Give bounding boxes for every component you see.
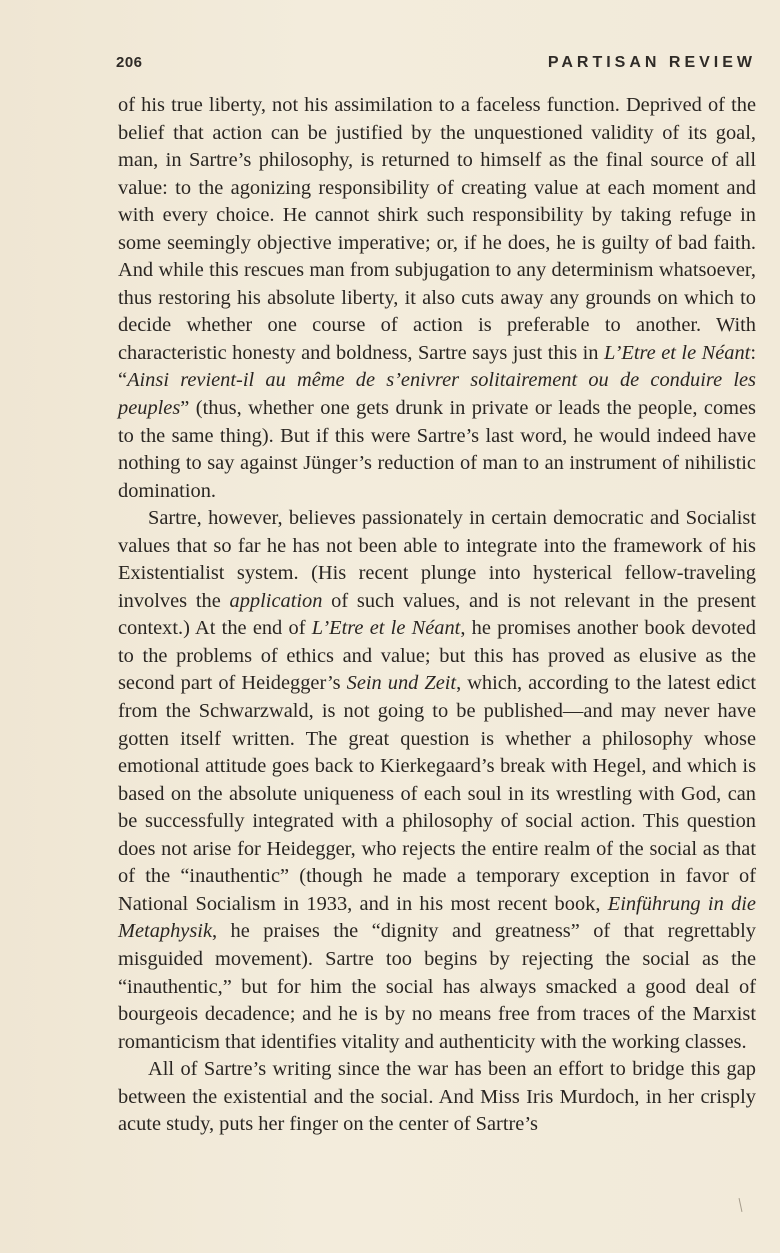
book-title-italic: Sein und Zeit bbox=[346, 672, 457, 695]
body-text bbox=[118, 92, 756, 1139]
text-run: All of Sartre’s writing since the war has been an effort to bridge this gap between the existential and the social. And Miss Iris Murdoch, in her crisply acute study, puts her finger on the center of Sartre’s bbox=[118, 1058, 756, 1136]
text-run: , he praises the “dignity and greatness” of that regrettably misguided movement). Sartre too begins by rejecting the social as the “inauthentic,” but for him the social has always smacked a good deal of bourgeois decadence; and he is by no means free from traces of the Marxist romanticism that identifies vitality and authenticity with the working classes. bbox=[118, 920, 756, 1053]
book-title-italic: Einführung in die Metaphysik bbox=[118, 892, 756, 943]
journal-title: PARTISAN REVIEW bbox=[547, 54, 756, 71]
page-number: 206 bbox=[116, 54, 143, 71]
running-head bbox=[116, 54, 756, 76]
text-run: of his true liberty, not his assimilation to a faceless function. Deprived of the belief that action can be justified by the unquestioned validity of its goal, man, in Sartre’s philosophy, is returned to himself as the final source of all value: to the agonizing responsibility of creating value at each moment and with every choice. He cannot shirk such responsibility by taking refuge in some seemingly objective imperative; or, if he does, he is guilty of bad faith. And while this rescues man from subjugation to any determinism whatsoever, thus restoring his absolute liberty, it also cuts away any grounds on which to decide whether one course of action is preferable to another. With characteristic honesty and boldness, Sartre says just this in bbox=[118, 94, 756, 364]
paragraph-1 bbox=[118, 92, 756, 505]
paragraph-2 bbox=[118, 505, 756, 1056]
french-quotation-italic: Ainsi revient-il au même de s’enivrer solitairement ou de conduire les peuples bbox=[118, 369, 756, 420]
emphasis-italic: application bbox=[229, 589, 323, 612]
text-run: Sartre, however, believes passionately in certain democratic and Socialist values that so far he has not been able to integrate into the framework of his Existentialist system. (His recent plunge into hysterical fellow-traveling involves the bbox=[118, 507, 756, 612]
text-run: of such values, and is not relevant in the present context.) At the end of bbox=[118, 589, 756, 640]
text-run: ” (thus, whether one gets drunk in private or leads the people, comes to the same thing). But if this were Sartre’s last word, he would indeed have nothing to say against Jünger’s reduction of man to an instrument of nihilistic domination. bbox=[118, 397, 756, 502]
print-speck-mark bbox=[739, 1198, 743, 1212]
text-run: : “ bbox=[118, 341, 756, 392]
paragraph-3 bbox=[118, 1056, 756, 1139]
book-title-italic: L’Etre et le Néant bbox=[311, 617, 461, 640]
text-run: , he promises another book devoted to the problems of ethics and value; but this has proved as elusive as the second part of Heidegger’s bbox=[118, 617, 756, 695]
book-title-italic: L’Etre et le Néant bbox=[604, 341, 751, 364]
text-run: , which, according to the latest edict from the Schwarzwald, is not going to be published—and may never have gotten itself written. The great question is whether a philosophy whose emotional attitude goes back to Kierkegaard’s break with Hegel, and which is based on the absolute uniqueness of each soul in its wrestling with God, can be successfully integrated with a philosophy of social action. This question does not arise for Heidegger, who rejects the entire realm of the social as that of the “inauthentic” (though he made a temporary exception in favor of National Socialism in 1933, and in his most recent book, bbox=[118, 672, 756, 915]
